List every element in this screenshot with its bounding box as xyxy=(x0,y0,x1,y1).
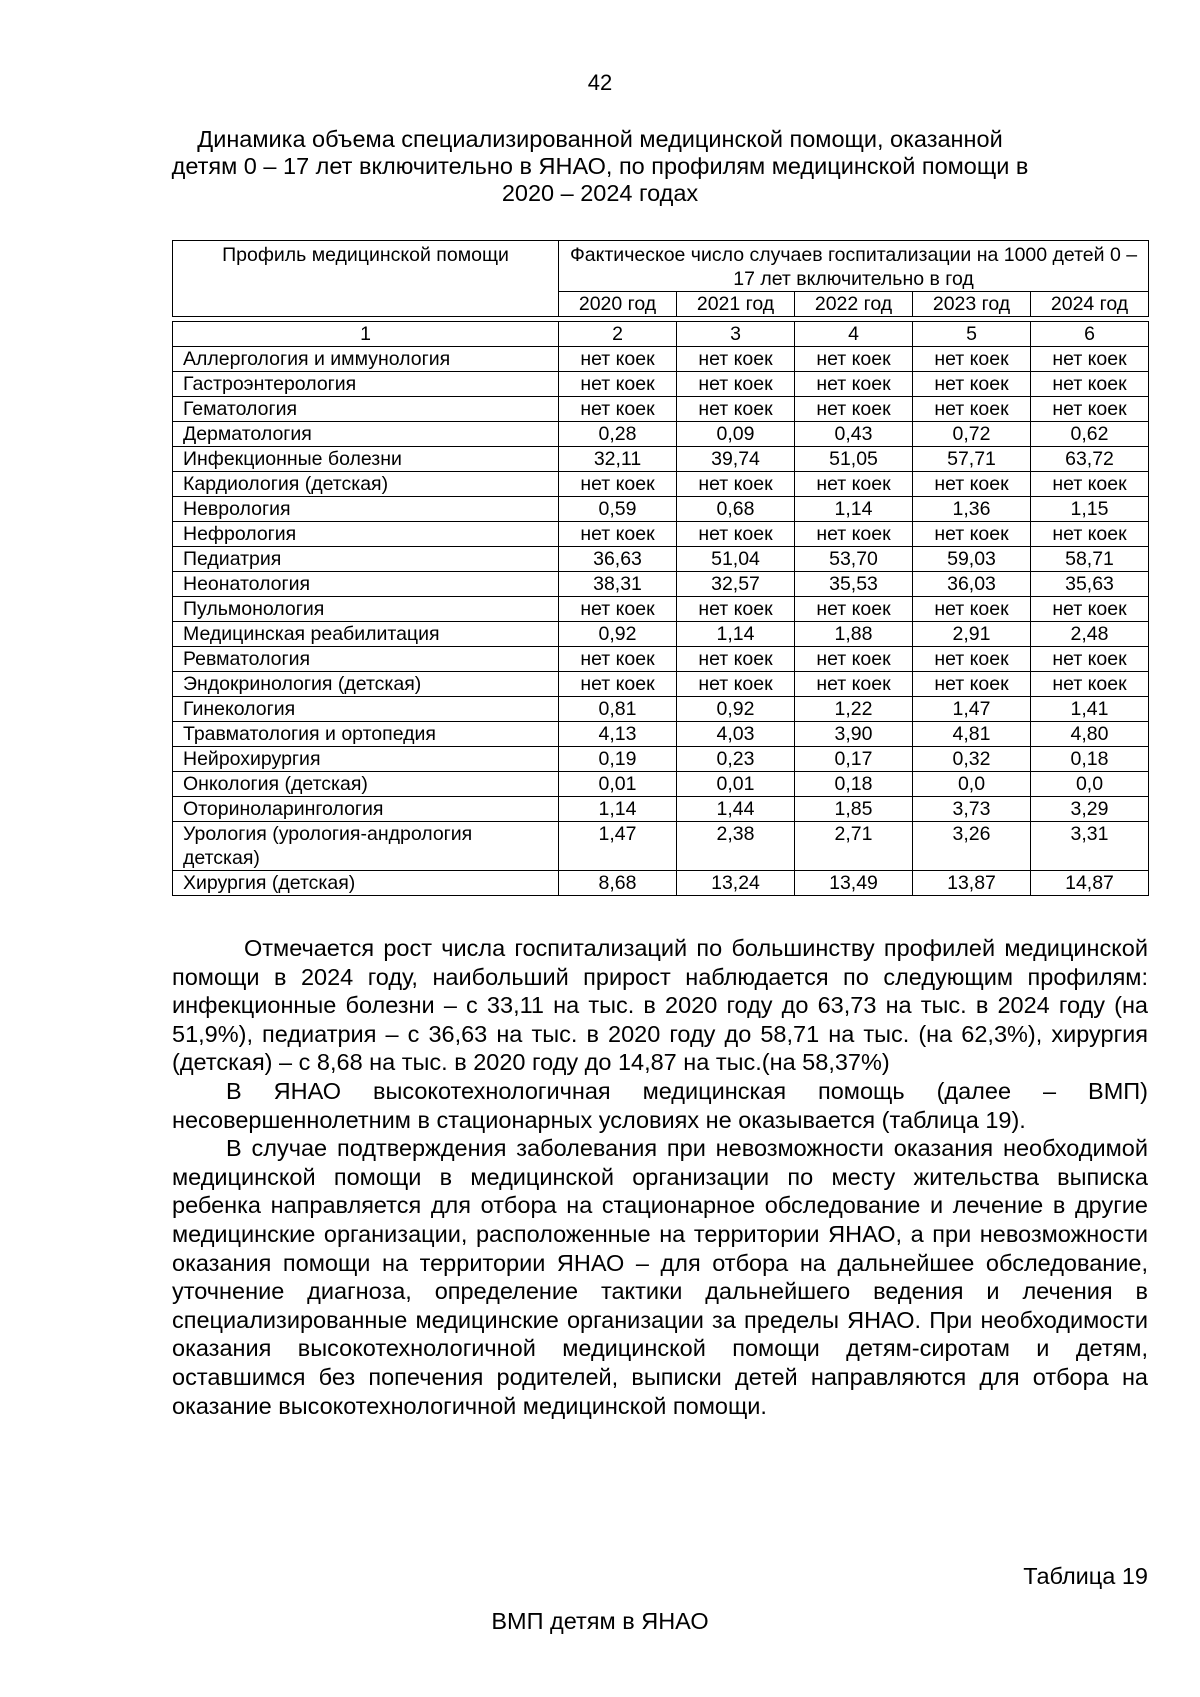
table-row xyxy=(173,747,1149,772)
column-number: 1 xyxy=(173,322,559,347)
rate-value: 3,29 xyxy=(1031,797,1149,822)
rate-value: 1,85 xyxy=(795,797,913,822)
profile-name: Дерматология xyxy=(173,422,559,447)
rate-value: нет коек xyxy=(795,397,913,422)
page-title-line-1: Динамика объема специализированной медицинской помощи, оказанной xyxy=(197,126,1003,152)
rate-value: 1,36 xyxy=(913,497,1031,522)
rate-value: нет коек xyxy=(677,672,795,697)
rate-value: 1,14 xyxy=(677,622,795,647)
rate-value: 32,57 xyxy=(677,572,795,597)
rate-value: 3,31 xyxy=(1031,822,1149,871)
year-header: 2023 год xyxy=(913,292,1031,317)
table-row xyxy=(173,822,1149,871)
table-row xyxy=(173,722,1149,747)
rate-value: 32,11 xyxy=(559,447,677,472)
profile-name: Гинекология xyxy=(173,697,559,722)
year-header: 2021 год xyxy=(677,292,795,317)
page-title-line-2: детям 0 – 17 лет включительно в ЯНАО, по профилям медицинской помощи в xyxy=(171,153,1029,179)
rate-value: 1,41 xyxy=(1031,697,1149,722)
table-row xyxy=(173,397,1149,422)
profile-name: Гематология xyxy=(173,397,559,422)
rate-value: нет коек xyxy=(913,397,1031,422)
rate-value: 35,63 xyxy=(1031,572,1149,597)
profile-name: Кардиология (детская) xyxy=(173,472,559,497)
table-row xyxy=(173,572,1149,597)
table-row xyxy=(173,597,1149,622)
column-number: 4 xyxy=(795,322,913,347)
rate-value: нет коек xyxy=(677,372,795,397)
rate-value: нет коек xyxy=(1031,647,1149,672)
paragraph: Отмечается рост числа госпитализаций по большинству профилей медицинской помощи в 2024 году, наибольший прирост наблюдается по следующим профилям: инфекционные болезни – с 33,11 на тыс. в 2020 году до 63,73 на тыс. в 2024 году (на 51,9%), педиатрия – с 36,63 на тыс. в 2020 году до 58,71 на тыс. (на 62,3%), хирургия (детская) – с 8,68 на тыс. в 2020 году до 14,87 на тыс.(на 58,37%) xyxy=(172,935,1148,1076)
year-header: 2022 год xyxy=(795,292,913,317)
table-row xyxy=(173,871,1149,896)
rate-value: 58,71 xyxy=(1031,547,1149,572)
profile-name: Эндокринология (детская) xyxy=(173,672,559,697)
table-row xyxy=(173,547,1149,572)
table-reference: Таблица 19 xyxy=(1023,1563,1148,1589)
rate-value: 0,68 xyxy=(677,497,795,522)
rate-value: 53,70 xyxy=(795,547,913,572)
rate-value: 36,03 xyxy=(913,572,1031,597)
rate-value: нет коек xyxy=(1031,597,1149,622)
rate-value: 0,62 xyxy=(1031,422,1149,447)
column-number: 5 xyxy=(913,322,1031,347)
rate-value: нет коек xyxy=(913,522,1031,547)
column-number: 3 xyxy=(677,322,795,347)
rate-value: нет коек xyxy=(913,597,1031,622)
rate-value: 4,13 xyxy=(559,722,677,747)
rate-value: нет коек xyxy=(1031,522,1149,547)
table-body xyxy=(173,347,1149,896)
rate-value: 1,15 xyxy=(1031,497,1149,522)
profile-name: Пульмонология xyxy=(173,597,559,622)
rate-value: 0,09 xyxy=(677,422,795,447)
profile-name: Медицинская реабилитация xyxy=(173,622,559,647)
rate-value: 0,01 xyxy=(677,772,795,797)
rate-value: 0,17 xyxy=(795,747,913,772)
rate-value: 0,0 xyxy=(1031,772,1149,797)
column-number: 2 xyxy=(559,322,677,347)
table-row xyxy=(173,497,1149,522)
rate-value: 0,72 xyxy=(913,422,1031,447)
rate-value: 0,19 xyxy=(559,747,677,772)
rate-value: нет коек xyxy=(1031,472,1149,497)
rate-value: нет коек xyxy=(677,472,795,497)
body-text xyxy=(172,934,1148,1420)
rate-value: 1,47 xyxy=(559,822,677,871)
rate-value: 3,73 xyxy=(913,797,1031,822)
rate-value: 59,03 xyxy=(913,547,1031,572)
rate-value: 0,59 xyxy=(559,497,677,522)
rate-value: 1,88 xyxy=(795,622,913,647)
rate-value: 0,18 xyxy=(1031,747,1149,772)
rate-value: 0,23 xyxy=(677,747,795,772)
rate-value: 3,26 xyxy=(913,822,1031,871)
rate-value: 1,22 xyxy=(795,697,913,722)
rate-value: 63,72 xyxy=(1031,447,1149,472)
rate-value: нет коек xyxy=(1031,347,1149,372)
rate-value: нет коек xyxy=(559,522,677,547)
column-number-row xyxy=(173,322,1149,347)
rate-value: 2,91 xyxy=(913,622,1031,647)
table-row xyxy=(173,422,1149,447)
profile-name: Оториноларингология xyxy=(173,797,559,822)
table-row xyxy=(173,622,1149,647)
rate-value: 57,71 xyxy=(913,447,1031,472)
rate-value: 4,80 xyxy=(1031,722,1149,747)
table-row xyxy=(173,797,1149,822)
rate-value: нет коек xyxy=(795,472,913,497)
rate-value: нет коек xyxy=(559,597,677,622)
page-title-line-3: 2020 – 2024 годах xyxy=(501,180,699,206)
profile-name: Нейрохирургия xyxy=(173,747,559,772)
year-header: 2020 год xyxy=(559,292,677,317)
rate-value: 13,49 xyxy=(795,871,913,896)
rate-value: нет коек xyxy=(559,372,677,397)
rate-value: нет коек xyxy=(559,647,677,672)
rate-value: 1,44 xyxy=(677,797,795,822)
rate-value: нет коек xyxy=(913,647,1031,672)
profile-name: Педиатрия xyxy=(173,547,559,572)
rate-value: 0,43 xyxy=(795,422,913,447)
rate-value: нет коек xyxy=(913,672,1031,697)
profile-name: Инфекционные болезни xyxy=(173,447,559,472)
rate-value: 0,32 xyxy=(913,747,1031,772)
rate-value: 4,03 xyxy=(677,722,795,747)
rate-value: 4,81 xyxy=(913,722,1031,747)
rate-value: 51,05 xyxy=(795,447,913,472)
table-row xyxy=(173,372,1149,397)
table-row xyxy=(173,697,1149,722)
rate-value: нет коек xyxy=(559,472,677,497)
rate-value: 14,87 xyxy=(1031,871,1149,896)
profile-name: Травматология и ортопедия xyxy=(173,722,559,747)
profile-name: Нефрология xyxy=(173,522,559,547)
rate-value: 1,47 xyxy=(913,697,1031,722)
profile-name: Аллергология и иммунология xyxy=(173,347,559,372)
table-row xyxy=(173,347,1149,372)
table-row xyxy=(173,522,1149,547)
rate-value: 2,71 xyxy=(795,822,913,871)
rate-value: 2,48 xyxy=(1031,622,1149,647)
rate-value: 0,0 xyxy=(913,772,1031,797)
rate-value: нет коек xyxy=(677,347,795,372)
profile-name: Ревматология xyxy=(173,647,559,672)
column-number: 6 xyxy=(1031,322,1149,347)
rate-value: 39,74 xyxy=(677,447,795,472)
rate-value: 35,53 xyxy=(795,572,913,597)
paragraph: В ЯНАО высокотехнологичная медицинская помощь (далее – ВМП) несовершеннолетним в стационарных условиях не оказывается (таблица 19). xyxy=(172,1077,1148,1133)
rate-value: 0,18 xyxy=(795,772,913,797)
profile-name: Хирургия (детская) xyxy=(173,871,559,896)
rate-value: нет коек xyxy=(1031,372,1149,397)
rate-value: нет коек xyxy=(913,372,1031,397)
profile-name: Урология (урология-андрология детская) xyxy=(173,822,559,871)
profile-column-header: Профиль медицинской помощи xyxy=(173,241,559,317)
rate-value: нет коек xyxy=(795,372,913,397)
rate-value: 1,14 xyxy=(795,497,913,522)
table-caption: ВМП детям в ЯНАО xyxy=(491,1608,709,1634)
page-number: 42 xyxy=(587,70,613,95)
rate-value: нет коек xyxy=(559,397,677,422)
rate-value: нет коек xyxy=(913,347,1031,372)
rate-value: нет коек xyxy=(795,347,913,372)
rate-value: нет коек xyxy=(795,647,913,672)
profile-name: Неонатология xyxy=(173,572,559,597)
table-row xyxy=(173,672,1149,697)
table-row xyxy=(173,447,1149,472)
rate-value: нет коек xyxy=(677,597,795,622)
table-row xyxy=(173,472,1149,497)
table-row xyxy=(173,647,1149,672)
rate-value: 3,90 xyxy=(795,722,913,747)
profile-name: Неврология xyxy=(173,497,559,522)
rate-value: 13,24 xyxy=(677,871,795,896)
paragraph: В случае подтверждения заболевания при невозможности оказания необходимой медицинской помощи в медицинской организации по месту жительства выписка ребенка направляется для отбора на стационарное обследование и лечение в другие медицинские организации, расположенные на территории ЯНАО, а при невозможности оказания помощи на территории ЯНАО – для отбора на дальнейшее обследование, уточнение диагноза, определение тактики дальнейшего ведения и лечения в специализированные медицинские организации за пределы ЯНАО. При необходимости оказания высокотехнологичной медицинской помощи детям-сиротам и детям, оставшимся без попечения родителей, выписки детей направляются для отбора на оказание высокотехнологичной медицинской помощи. xyxy=(172,1135,1148,1419)
rate-value: 2,38 xyxy=(677,822,795,871)
rate-value: 8,68 xyxy=(559,871,677,896)
rate-value: 0,01 xyxy=(559,772,677,797)
rate-value: нет коек xyxy=(559,347,677,372)
rate-value: нет коек xyxy=(795,522,913,547)
rate-value: нет коек xyxy=(559,672,677,697)
rate-value: нет коек xyxy=(795,672,913,697)
rate-value: 1,14 xyxy=(559,797,677,822)
hospitalization-table xyxy=(172,240,1149,896)
profile-name: Онкология (детская) xyxy=(173,772,559,797)
rate-group-header: Фактическое число случаев госпитализации на 1000 детей 0 – 17 лет включительно в год xyxy=(559,241,1149,292)
rate-value: 0,92 xyxy=(677,697,795,722)
rate-value: нет коек xyxy=(795,597,913,622)
year-header: 2024 год xyxy=(1031,292,1149,317)
rate-value: 0,92 xyxy=(559,622,677,647)
rate-value: нет коек xyxy=(913,472,1031,497)
rate-value: нет коек xyxy=(677,522,795,547)
table-row xyxy=(173,772,1149,797)
page-title xyxy=(170,126,1030,207)
rate-value: нет коек xyxy=(677,397,795,422)
rate-value: 51,04 xyxy=(677,547,795,572)
rate-value: 0,28 xyxy=(559,422,677,447)
rate-value: 36,63 xyxy=(559,547,677,572)
rate-value: нет коек xyxy=(1031,672,1149,697)
profile-name: Гастроэнтерология xyxy=(173,372,559,397)
rate-value: 38,31 xyxy=(559,572,677,597)
rate-value: нет коек xyxy=(677,647,795,672)
rate-value: 13,87 xyxy=(913,871,1031,896)
rate-value: нет коек xyxy=(1031,397,1149,422)
rate-value: 0,81 xyxy=(559,697,677,722)
